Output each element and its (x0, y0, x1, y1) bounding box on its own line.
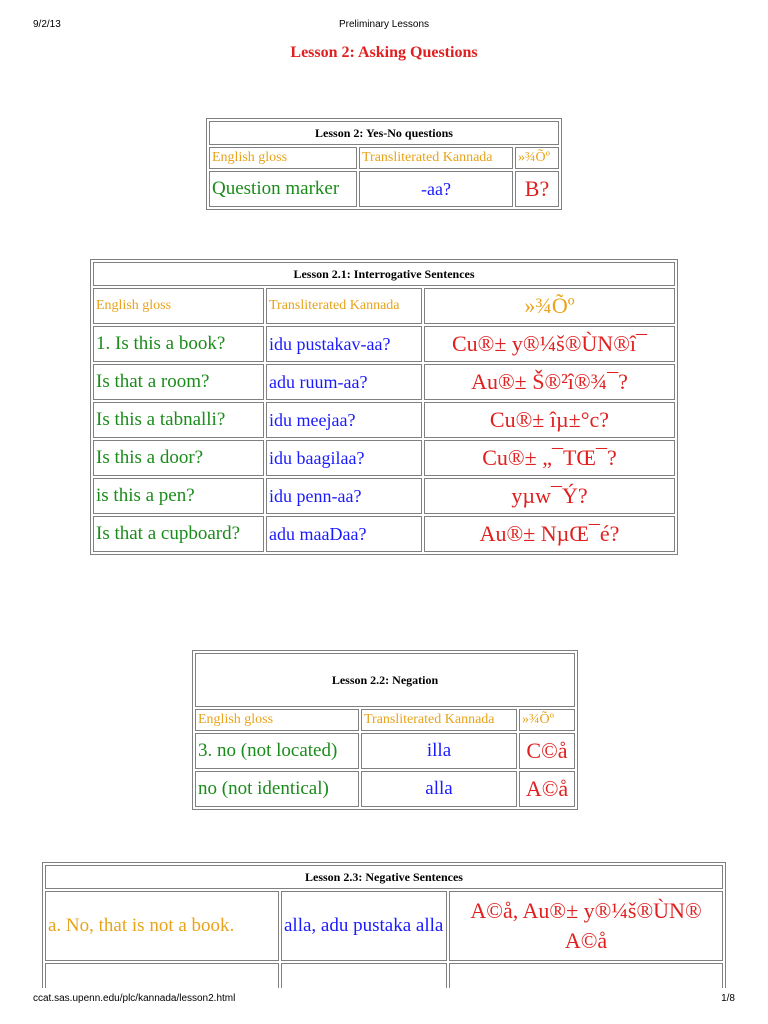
table-negative-sentences (42, 862, 726, 988)
header-transliterated: Transliterated Kannada (359, 147, 513, 169)
english-cell: Question marker (209, 171, 357, 207)
transliterated-cell: idu penn-aa? (266, 478, 422, 514)
print-page-number: 1/8 (721, 993, 735, 1004)
english-cell: is this a pen? (93, 478, 264, 514)
header-english-gloss: English gloss (195, 709, 359, 731)
transliterated-cell: idu pustakav-aa? (266, 326, 422, 362)
page-title: Lesson 2: Asking Questions (290, 44, 478, 61)
table-caption: Lesson 2.3: Negative Sentences (45, 865, 723, 889)
table-row (93, 478, 675, 514)
table-row (195, 733, 575, 769)
table-row (45, 963, 723, 988)
table-row (45, 891, 723, 961)
table-caption: Lesson 2: Yes-No questions (209, 121, 559, 145)
header-english-gloss: English gloss (209, 147, 357, 169)
kannada-cell: Cu®± y®¼š®ÙN®î¯ (424, 326, 675, 362)
kannada-cell: Cu®± îµ±°c? (424, 402, 675, 438)
table-yes-no-questions (206, 118, 562, 210)
kannada-cell: A©å (519, 771, 575, 807)
header-kannada: »¾Õº (424, 288, 675, 324)
transliterated-cell: alla, adu pustaka alla (281, 891, 447, 961)
kannada-cell: Cu®± „¯TŒ¯? (424, 440, 675, 476)
english-cell: no (not identical) (195, 771, 359, 807)
kannada-cell: B? (515, 171, 559, 207)
kannada-cell: C©å (519, 733, 575, 769)
transliterated-cell: adu ruum-aa? (266, 364, 422, 400)
print-header-title: Preliminary Lessons (338, 19, 430, 30)
table-caption: Lesson 2.1: Interrogative Sentences (93, 262, 675, 286)
english-cell: 1. Is this a book? (93, 326, 264, 362)
table-negation (192, 650, 578, 810)
table-row (93, 326, 675, 362)
print-date: 9/2/13 (33, 19, 61, 30)
english-cell: Is that a room? (93, 364, 264, 400)
table-negative-sentences-clip (42, 862, 728, 988)
transliterated-cell: idu meejaa? (266, 402, 422, 438)
kannada-cell: A©å, Au®± y®¼š®ÙN® A©å (449, 891, 723, 961)
transliterated-cell: adu maaDaa? (266, 516, 422, 552)
transliterated-cell: idu baagilaa? (266, 440, 422, 476)
table-row (209, 171, 559, 207)
header-transliterated: Transliterated Kannada (266, 288, 422, 324)
header-transliterated: Transliterated Kannada (361, 709, 517, 731)
english-cell: Is that a cupboard? (93, 516, 264, 552)
header-kannada: »¾Õº (519, 709, 575, 731)
header-english-gloss: English gloss (93, 288, 264, 324)
english-cell: Is this a door? (93, 440, 264, 476)
table-caption: Lesson 2.2: Negation (195, 653, 575, 707)
kannada-cell: Au®± Š®²î®¾¯? (424, 364, 675, 400)
english-cell: a. No, that is not a book. (45, 891, 279, 961)
table-row (93, 402, 675, 438)
transliterated-cell: illa (361, 733, 517, 769)
table-row (93, 516, 675, 552)
transliterated-cell: -aa? (359, 171, 513, 207)
print-footer-url: ccat.sas.upenn.edu/plc/kannada/lesson2.html (33, 993, 236, 1004)
transliterated-cell: alla (361, 771, 517, 807)
empty-cell (281, 963, 447, 988)
table-row (93, 440, 675, 476)
table-row (195, 771, 575, 807)
kannada-cell: Au®± NµŒ¯é? (424, 516, 675, 552)
english-cell: Is this a tabnalli? (93, 402, 264, 438)
kannada-cell: yµw¯Ý? (424, 478, 675, 514)
english-cell: 3. no (not located) (195, 733, 359, 769)
table-row (93, 364, 675, 400)
empty-cell (449, 963, 723, 988)
table-interrogative-sentences (90, 259, 678, 555)
header-kannada: »¾Õº (515, 147, 559, 169)
empty-cell (45, 963, 279, 988)
